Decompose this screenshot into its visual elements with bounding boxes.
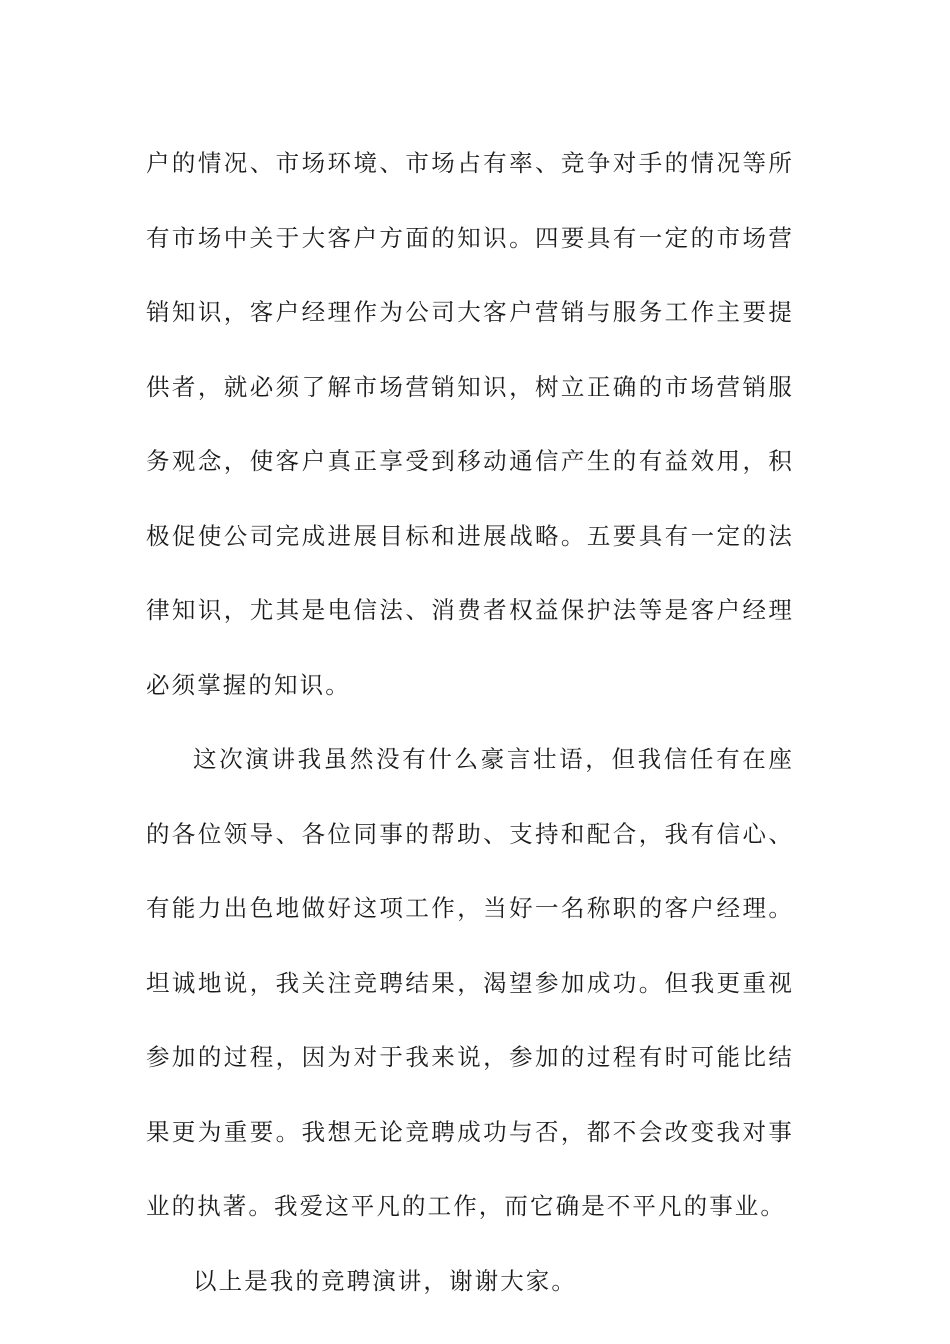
paragraph-thanks: 以上是我的竞聘演讲，谢谢大家。 xyxy=(193,1266,577,1295)
paragraph-continuation: 户的情况、市场环境、市场占有率、竞争对手的情况等所有市场中关于大客户方面的知识。四要具有一定的市场营销知识，客户经理作为公司大客户营销与服务工作主要提供者，就必须了解市场营销知识，树立正确的市场营销服务观念，使客户真正享受到移动通信产生的有益效用，积极促使公司完成进展目标和进展战略。五要具有一定的法律知识，尤其是电信法、消费者权益保护法等是客户经理必须掌握的知识。 xyxy=(146,149,794,699)
document-body xyxy=(146,126,794,1318)
paragraph-speech-closing: 这次演讲我虽然没有什么豪言壮语，但我信任有在座的各位领导、各位同事的帮助、支持和配合，我有信心、有能力出色地做好这项工作，当好一名称职的客户经理。坦诚地说，我关注竞聘结果，渴望参加成功。但我更重视参加的过程，因为对于我来说，参加的过程有时可能比结果更为重要。我想无论竞聘成功与否，都不会改变我对事业的执著。我爱这平凡的工作，而它确是不平凡的事业。 xyxy=(146,745,794,1220)
